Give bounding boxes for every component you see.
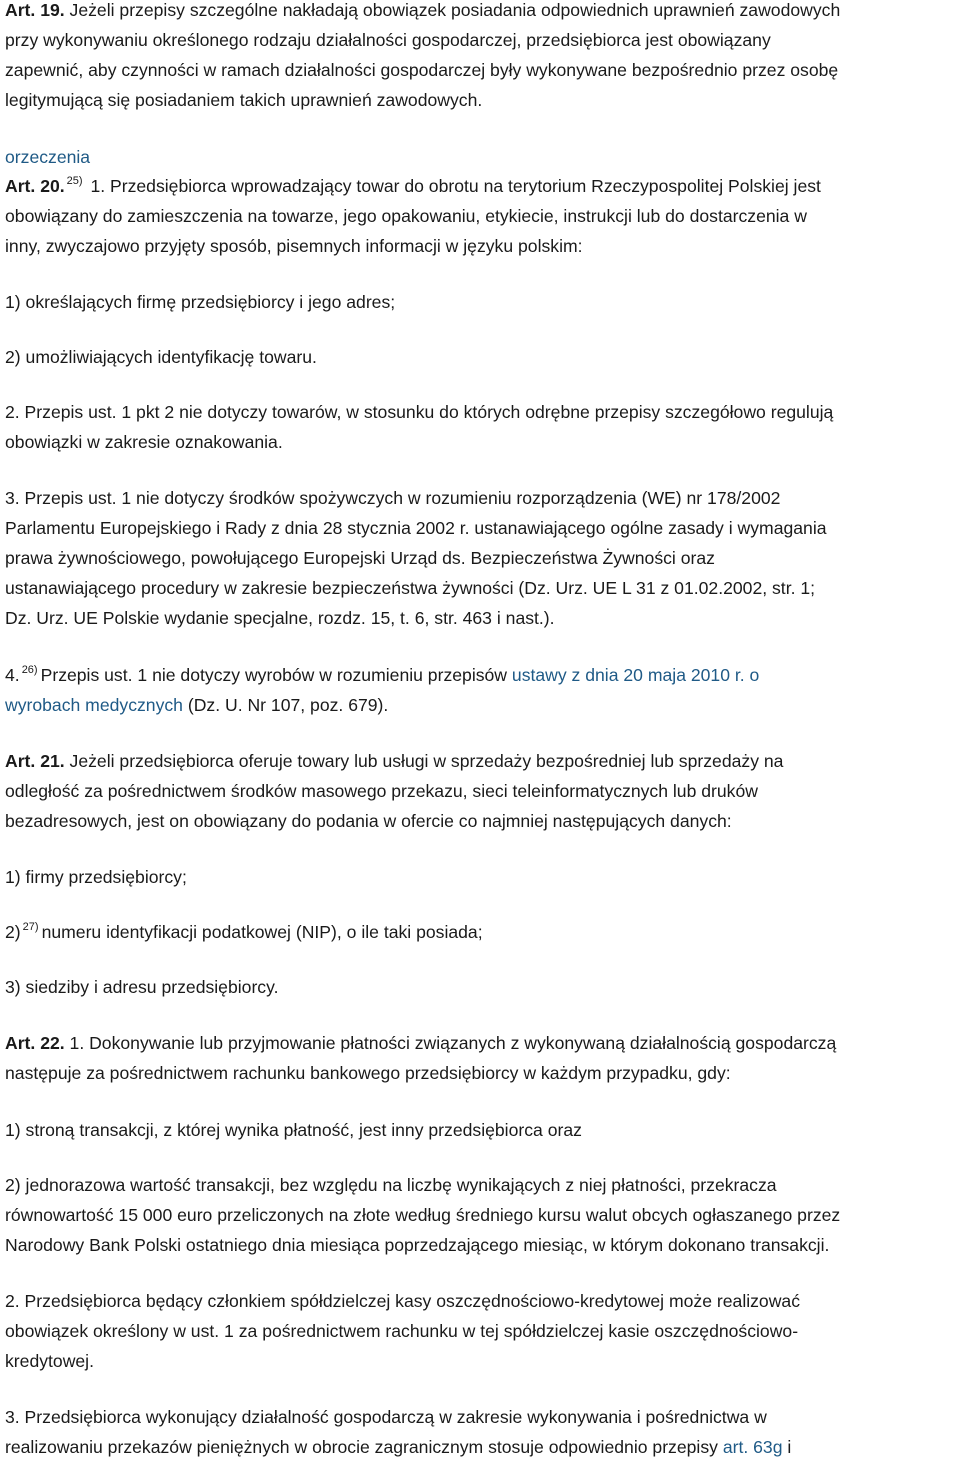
art19-line2: przy wykonywaniu określonego rodzaju działalności gospodarczej, przedsiębiorca jest obowiązany: [5, 30, 771, 50]
art22-s2-line2: obowiązek określony w ust. 1 za pośrednictwem rachunku w tej spółdzielczej kasie oszczędnościowo-: [5, 1321, 799, 1341]
art22-p2-line1: 2) jednorazowa wartość transakcji, bez względu na liczbę wynikających z niej płatności, przekracza: [5, 1175, 777, 1195]
art22-label: Art. 22.: [5, 1033, 65, 1053]
footnote-ref-26[interactable]: 26): [21, 664, 38, 676]
art22-point1-text: 1) stroną transakcji, z której wynika płatność, jest inny przedsiębiorca oraz: [5, 1120, 582, 1140]
art20-section4: [5, 660, 960, 720]
art20-section3: [5, 483, 960, 633]
art-63g-link[interactable]: art. 63g: [722, 1437, 783, 1457]
art20-line2: obowiązany do zamieszczenia na towarze, jego opakowaniu, etykiecie, instrukcji lub do dostarczenia w: [5, 206, 807, 226]
art20-s3-line5: Dz. Urz. UE Polskie wydanie specjalne, rozdz. 15, t. 6, str. 463 i nast.).: [5, 608, 555, 628]
art22-s2-line1: 2. Przedsiębiorca będący członkiem spółdzielczej kasy oszczędnościowo-kredytowej może realizować: [5, 1291, 801, 1311]
footnote-ref-27[interactable]: 27): [22, 921, 39, 933]
art20-s3-line1: 3. Przepis ust. 1 nie dotyczy środków spożywczych w rozumieniu rozporządzenia (WE) nr 178/2002: [5, 488, 781, 508]
art22-s3-line2-end: i: [782, 1437, 792, 1457]
art22-s2-line3: kredytowej.: [5, 1351, 94, 1371]
art20-point2-text: 2) umożliwiających identyfikację towaru.: [5, 347, 317, 367]
art20-s3-line2: Parlamentu Europejskiego i Rady z dnia 28 stycznia 2002 r. ustanawiającego ogólne zasady i wymagania: [5, 518, 827, 538]
art20-s4-line1: Przepis ust. 1 nie dotyczy wyrobów w rozumieniu przepisów: [40, 665, 512, 685]
art22-line2: następuje za pośrednictwem rachunku bankowego przedsiębiorcy w każdym przypadku, gdy:: [5, 1063, 731, 1083]
art22-s3-line2: realizowaniu przekazów pieniężnych w obrocie zagranicznym stosuje odpowiednio przepisy: [5, 1437, 723, 1457]
law-link-medical-devices-cont[interactable]: wyrobach medycznych: [5, 695, 183, 715]
art21-point2-text: numeru identyfikacji podatkowej (NIP), o ile taki posiada;: [41, 922, 483, 942]
art21-point3-text: 3) siedziby i adresu przedsiębiorcy.: [5, 977, 279, 997]
art22-section2: [5, 1286, 960, 1376]
art20-label: Art. 20.: [5, 176, 65, 196]
art21-point3: [5, 972, 960, 1002]
art22-p2-line2: równowartość 15 000 euro przeliczonych na złote według średniego kursu walut obcych ogłaszanego przez: [5, 1205, 841, 1225]
art20-s3-line4: ustanawiającego procedury w zakresie bezpieczeństwa żywności (Dz. Urz. UE L 31 z 01.02.2002, str. 1;: [5, 578, 816, 598]
orzeczenia-block: [5, 142, 960, 172]
footnote-ref-25[interactable]: 25): [66, 175, 83, 187]
art19-line1: Jeżeli przepisy szczególne nakładają obowiązek posiadania odpowiednich uprawnień zawodowych: [64, 0, 841, 20]
art21-line3: bezadresowych, jest on obowiązany do podania w ofercie co najmniej następujących danych:: [5, 811, 732, 831]
art22-point1: [5, 1115, 960, 1145]
art21-label: Art. 21.: [5, 751, 65, 771]
art22-paragraph: [5, 1028, 960, 1088]
art21-line1: Jeżeli przedsiębiorca oferuje towary lub usługi w sprzedaży bezpośredniej lub sprzedaży na: [64, 751, 784, 771]
art21-paragraph: [5, 746, 960, 836]
art22-s3-line1: 3. Przedsiębiorca wykonujący działalność gospodarczą w zakresie wykonywania i pośrednictwa w: [5, 1407, 767, 1427]
art19-paragraph: [5, 0, 960, 115]
art20-point1: [5, 287, 960, 317]
art20-s2-line1: 2. Przepis ust. 1 pkt 2 nie dotyczy towarów, w stosunku do których odrębne przepisy szczegółowo regulują: [5, 402, 834, 422]
art22-point2: [5, 1170, 960, 1260]
art20-section2: [5, 397, 960, 457]
art20-s3-line3: prawa żywnościowego, powołującego Europejski Urząd ds. Bezpieczeństwa Żywności oraz: [5, 548, 715, 568]
art19-label: Art. 19.: [5, 0, 65, 20]
art21-point1: [5, 862, 960, 892]
art20-s4-number: 4.: [5, 665, 20, 685]
art21-point1-text: 1) firmy przedsiębiorcy;: [5, 867, 187, 887]
art20-point1-text: 1) określających firmę przedsiębiorcy i jego adres;: [5, 292, 396, 312]
art20-point2: [5, 342, 960, 372]
art20-s4-line2: (Dz. U. Nr 107, poz. 679).: [182, 695, 389, 715]
art19-line4: legitymującą się posiadaniem takich uprawnień zawodowych.: [5, 90, 483, 110]
orzeczenia-link[interactable]: orzeczenia: [5, 147, 91, 167]
art22-line1: 1. Dokonywanie lub przyjmowanie płatności związanych z wykonywaną działalnością gospodarczą: [64, 1033, 837, 1053]
art22-p2-line3: Narodowy Bank Polski ostatniego dnia miesiąca poprzedzającego miesiąc, w którym dokonano transakcji.: [5, 1235, 830, 1255]
art20-line3: inny, zwyczajowo przyjęty sposób, pisemnych informacji w języku polskim:: [5, 236, 583, 256]
art21-line2: odległość za pośrednictwem środków masowego przekazu, sieci teleinformatycznych lub druków: [5, 781, 758, 801]
art19-line3: zapewnić, aby czynności w ramach działalności gospodarczej były wykonywane bezpośrednio przez osobę: [5, 60, 839, 80]
art21-point2-number: 2): [5, 922, 21, 942]
art22-section3: [5, 1402, 960, 1462]
law-link-medical-devices[interactable]: ustawy z dnia 20 maja 2010 r. o: [511, 665, 760, 685]
art20-s2-line2: obowiązki w zakresie oznakowania.: [5, 432, 283, 452]
art20-line1: 1. Przedsiębiorca wprowadzający towar do obrotu na terytorium Rzeczypospolitej Polskiej jest: [85, 176, 821, 196]
art20-paragraph: [5, 171, 960, 261]
art21-point2: [5, 917, 960, 947]
